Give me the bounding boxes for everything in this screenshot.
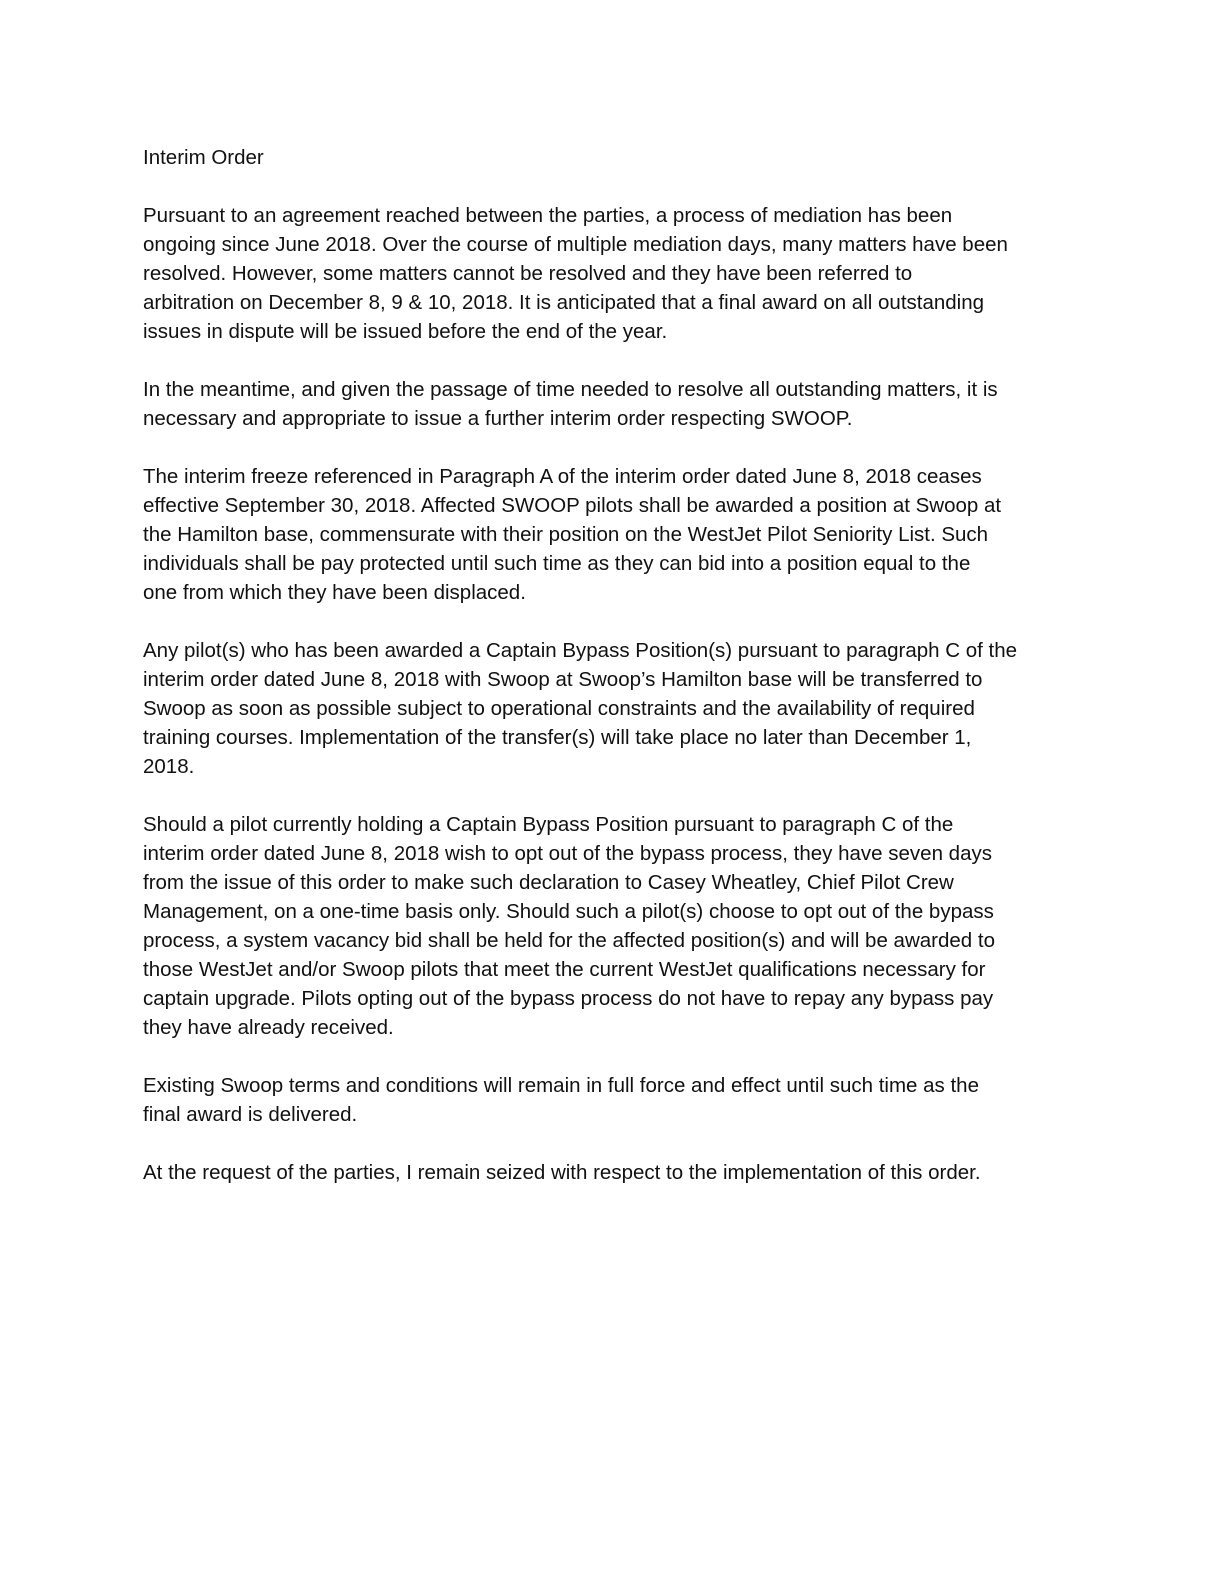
paragraph-existing-terms: Existing Swoop terms and conditions will remain in full force and effect until such time as the final award is delivered. <box>143 1074 979 1126</box>
paragraph-further-interim-order: In the meantime, and given the passage of time needed to resolve all outstanding matters, it is necessary and appropriate to issue a further interim order respecting SWOOP. <box>143 378 998 430</box>
paragraph-mediation-background: Pursuant to an agreement reached between the parties, a process of mediation has been ongoing since June 2018. Over the course of multiple mediation days, many matters have been resolved. However, some matters cannot be resolved and they have been referred to arbitration on December 8, 9 & 10, 2018. It is anticipated that a final award on all outstanding issues in dispute will be issued before the end of the year. <box>143 204 1008 343</box>
paragraph-interim-freeze: The interim freeze referenced in Paragraph A of the interim order dated June 8, 2018 ceases effective September 30, 2018. Affected SWOOP pilots shall be awarded a position at Swoop at the Hamilton base, commensurate with their position on the WestJet Pilot Seniority List. Such individuals shall be pay protected until such time as they can bid into a position equal to the one from which they have been displaced. <box>143 465 1002 604</box>
paragraph-captain-bypass-transfer: Any pilot(s) who has been awarded a Captain Bypass Position(s) pursuant to paragraph C of the interim order dated June 8, 2018 with Swoop at Swoop’s Hamilton base will be transferred to Swoop as soon as possible subject to operational constraints and the availability of required training courses. Implementation of the transfer(s) will take place no later than December 1, 2018. <box>143 639 1018 778</box>
document-page <box>143 143 1073 1216</box>
document-title: Interim Order <box>143 146 264 169</box>
paragraph-opt-out: Should a pilot currently holding a Captain Bypass Position pursuant to paragraph C of the interim order dated June 8, 2018 wish to opt out of the bypass process, they have seven days from the issue of this order to make such declaration to Casey Wheatley, Chief Pilot Crew Management, on a one-time basis only. Should such a pilot(s) choose to opt out of the bypass process, a system vacancy bid shall be held for the affected position(s) and will be awarded to those WestJet and/or Swoop pilots that meet the current WestJet qualifications necessary for captain upgrade. Pilots opting out of the bypass process do not have to repay any bypass pay they have already received. <box>143 813 995 1039</box>
paragraph-remain-seized: At the request of the parties, I remain seized with respect to the implementation of this order. <box>143 1161 981 1184</box>
